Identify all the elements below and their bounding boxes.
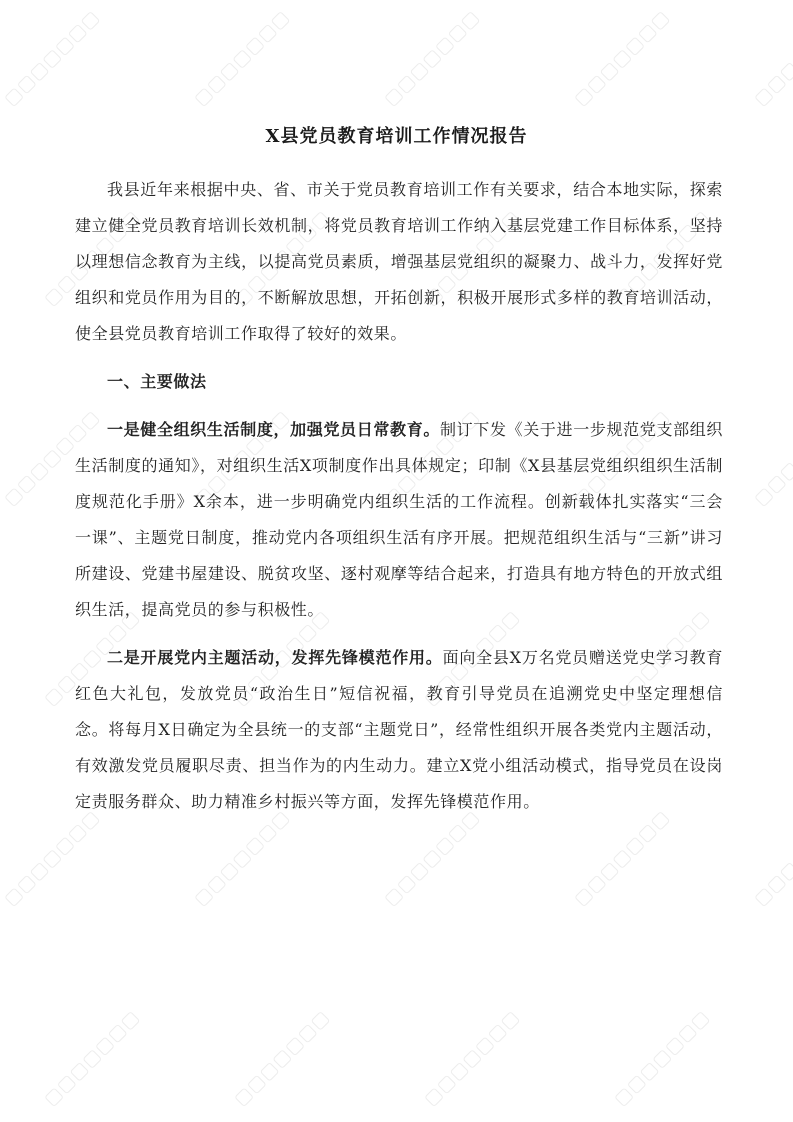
watermark-mark bbox=[193, 0, 316, 114]
watermark-mark bbox=[613, 990, 736, 1113]
document-body bbox=[75, 172, 723, 832]
document-title: X县党员教育培训工作情况报告 bbox=[265, 126, 528, 147]
item-1-lead: 一是健全组织生活制度，加强党员日常教育。 bbox=[107, 420, 440, 439]
intro-paragraph: 我县近年来根据中央、省、市关于党员教育培训工作有关要求，结合本地实际，探索建立健全党员教育培训长效机制，将党员教育培训工作纳入基层党建工作目标体系，坚持以理想信念教育为主线，以提高党员素质，增强基层党组织的凝聚力、战斗力，发挥好党组织和党员作用为目的，不断解放思想，开拓创新，积极开展形式多样的教育培训活动，使全县党员教育培训工作取得了较好的效果。 bbox=[75, 180, 723, 343]
item-2-lead: 二是开展党内主题活动，发挥先锋模范作用。 bbox=[107, 648, 443, 667]
watermark-mark bbox=[233, 990, 356, 1113]
watermark-mark bbox=[753, 790, 793, 913]
watermark-mark bbox=[43, 990, 166, 1113]
section-heading: 一、主要做法 bbox=[107, 372, 207, 391]
watermark-mark bbox=[3, 0, 126, 114]
watermark-mark bbox=[573, 0, 696, 114]
watermark-mark bbox=[753, 0, 793, 114]
item-1-text: 制订下发《关于进一步规范党支部组织生活制度的通知》，对组织生活X项制度作出具体规定；印制《X县基层党组织组织生活制度规范化手册》X余本，进一步明确党内组织生活的工作流程。创新载体扎实落实“三会一课”、主题党日制度，推动党内各项组织生活有序开展。把规范组织生活与“三新”讲习所建设、党建书屋建设、脱贫攻坚、逐村观摩等结合起来，打造具有地方特色的开放式组织生活，提高党员的参与积极性。 bbox=[75, 420, 723, 619]
watermark-mark bbox=[753, 390, 793, 513]
item-1-paragraph bbox=[75, 412, 723, 628]
item-2-text: 面向全县X万名党员赠送党史学习教育红色大礼包，发放党员“政治生日”短信祝福，教育引导党员在追溯党史中坚定理想信念。将每月X日确定为全县统一的支部“主题党日”，经常性组织开展各类党内主题活动，有效激发党员履职尽责、担当作为的内生动力。建立X党小组活动模式，指导党员在设岗定责服务群众、助力精准乡村振兴等方面，发挥先锋模范作用。 bbox=[75, 648, 723, 811]
watermark-mark bbox=[383, 0, 506, 114]
watermark-mark bbox=[423, 990, 546, 1113]
item-2-paragraph bbox=[75, 640, 723, 820]
